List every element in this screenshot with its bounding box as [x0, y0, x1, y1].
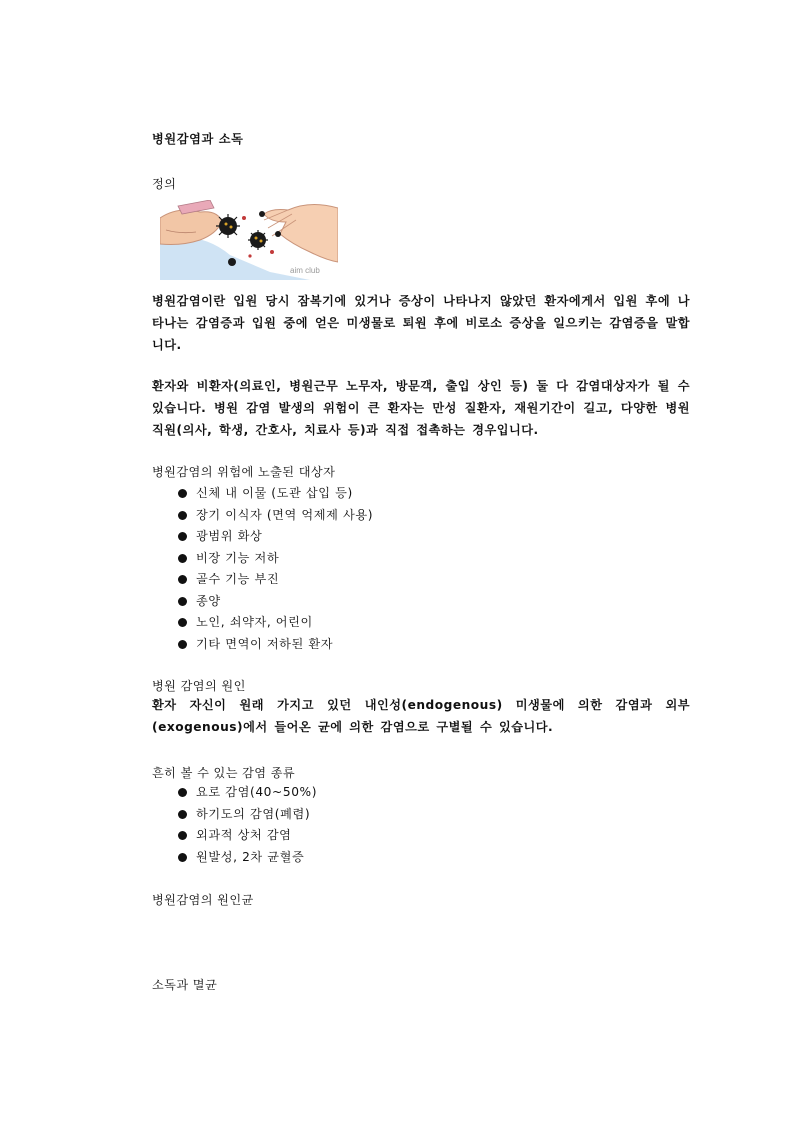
- bullet-icon: [178, 853, 187, 862]
- risk-list: [178, 483, 678, 655]
- list-item: 하기도의 감염(폐렴): [178, 804, 678, 826]
- cause-paragraph: 환자 자신이 원래 가지고 있던 내인성(endogenous) 미생물에 의한 감염과 외부(exogenous)에서 들어온 균에 의한 감염으로 구별될 수 있습니다.: [152, 698, 690, 734]
- list-item: 신체 내 이물 (도관 삽입 등): [178, 483, 678, 505]
- infection-illustration: [160, 200, 338, 280]
- definition-heading: 정의: [152, 177, 177, 191]
- bullet-icon: [178, 489, 187, 498]
- disinfection-heading: 소독과 멸균: [152, 978, 218, 992]
- bullet-icon: [178, 788, 187, 797]
- bullet-icon: [178, 554, 187, 563]
- list-item: 종양: [178, 591, 678, 613]
- types-heading: 흔히 볼 수 있는 감염 종류: [152, 766, 296, 780]
- target-paragraph: 환자와 비환자(의료인, 병원근무 노무자, 방문객, 출입 상인 등) 둘 다 감염대상자가 될 수 있습니다. 병원 감염 발생의 위험이 큰 환자는 만성 질환자, 재원기간이 길고, 다양한 병원직원(의사, 학생, 간호사, 치료사 등)과 직접 접촉하는 경우입니다.: [152, 379, 690, 437]
- list-item: 골수 기능 부진: [178, 569, 678, 591]
- bullet-icon: [178, 618, 187, 627]
- bullet-icon: [178, 810, 187, 819]
- list-item: 외과적 상처 감염: [178, 825, 678, 847]
- list-item: 노인, 쇠약자, 어린이: [178, 612, 678, 634]
- bullet-icon: [178, 511, 187, 520]
- risk-heading: 병원감염의 위험에 노출된 대상자: [152, 465, 336, 479]
- pathogen-heading: 병원감염의 원인균: [152, 893, 254, 907]
- list-item: 요로 감염(40~50%): [178, 782, 678, 804]
- bullet-icon: [178, 575, 187, 584]
- bullet-icon: [178, 532, 187, 541]
- list-item: 광범위 화상: [178, 526, 678, 548]
- definition-paragraph: 병원감염이란 입원 당시 잠복기에 있거나 증상이 나타나지 않았던 환자에게서 입원 후에 나타나는 감염증과 입원 중에 얻은 미생물로 퇴원 후에 비로소 증상을 일으키는 감염증을 말합니다.: [152, 294, 690, 352]
- types-list: [178, 782, 678, 868]
- cause-heading: 병원 감염의 원인: [152, 679, 246, 693]
- document-title: 병원감염과 소독: [152, 132, 244, 146]
- bullet-icon: [178, 597, 187, 606]
- bullet-icon: [178, 640, 187, 649]
- bullet-icon: [178, 831, 187, 840]
- image-watermark: aim club: [290, 266, 320, 275]
- list-item: 비장 기능 저하: [178, 548, 678, 570]
- list-item: 기타 면역이 저하된 환자: [178, 634, 678, 656]
- list-item: 장기 이식자 (면역 억제제 사용): [178, 505, 678, 527]
- list-item: 원발성, 2차 균혈증: [178, 847, 678, 869]
- hands-bacteria-image: [160, 200, 338, 280]
